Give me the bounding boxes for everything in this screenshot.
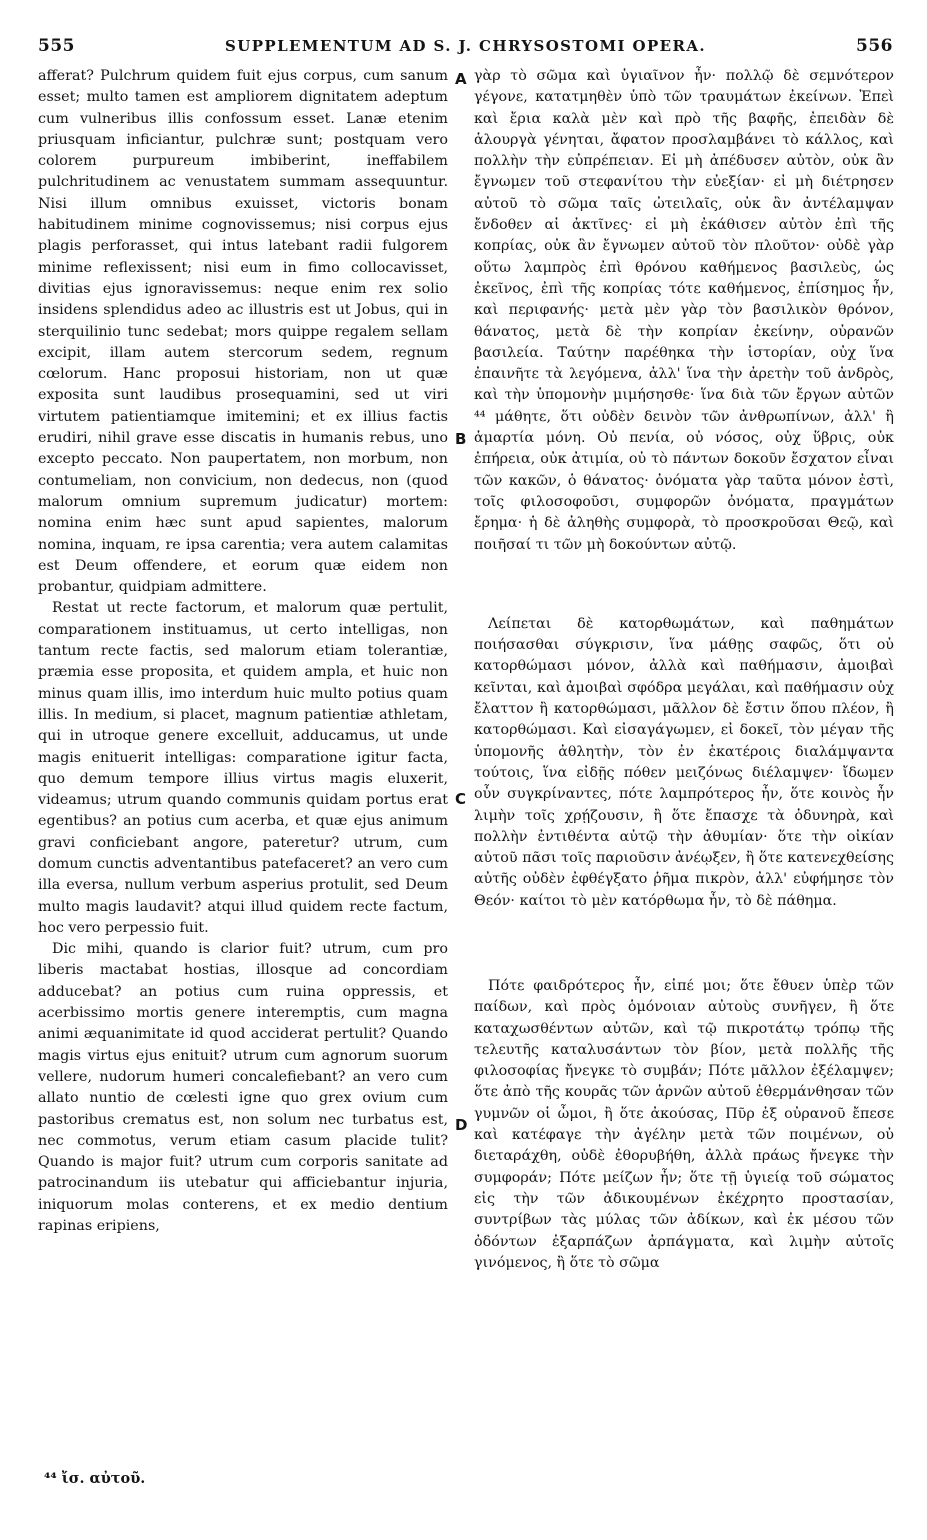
running-title: SUPPLEMENTUM AD S. J. CHRYSOSTOMI OPERA. (225, 37, 706, 55)
margin-letter-c: C (455, 790, 467, 808)
latin-paragraph-3: Dic mihi, quando is clarior fuit? utrum, cum pro liberis mactabat hostias, illosque ad concordiam adducebat? an potius cum ruina oppressis, et acerbissimo mortis genere interemptis, cum magna animi æquanimitate id quod acciderat pertulit? Quando magis virtus ejus enituit? utrum cum agnorum suorum vellere, nudorum humeri concalefiebant? an vero cum allato nuntio de cœlesti igne quo grex ovium cum pastoribus crematus est, non solum nec turbatus est, nec commotus, verum etiam casum placide tulit? Quando is major fuit? utrum cum corporis sanitate ad patrocinandum iis utebatur qui afficiebantur injuria, iniquorum molas conterens, et ex medio dentium rapinas eripiens, (38, 941, 448, 1235)
greek-paragraph-2: Λείπεται δὲ κατορθωμάτων, καὶ παθημάτων ποιήσασθαι σύγκρισιν, ἵνα μάθῃς σαφῶς, ὅτι οὐ κατορθώμασι μόνον, ἀλλὰ καὶ παθήμασιν, ἀμοιβαὶ κεῖνται, καὶ ἀμοιβαὶ σφόδρα μεγάλαι, καὶ παθήμασιν οὐχ ἔλαττον ἢ κατορθώμασι, μᾶλλον δὲ ἔστιν ὅπου πλέον, ἢ κατορθώμασι. Καὶ εἰσαγάγωμεν, εἰ δοκεῖ, τὸν μέγαν τῆς ὑπομονῆς ἀθλητὴν, τὸν ἐν ἑκατέροις διαλάμψαντα τούτοις, ἵνα εἰδῇς πόθεν μειζόνως διέλαμψεν· ἴδωμεν οὖν συγκρίναντες, πότε λαμπρότερος ἦν, ὅτε κοινὸς ἦν λιμὴν τοῖς χρῄζουσιν, ἢ ὅτε ἔπασχε τὰ ὀδυνηρὰ, καὶ πολλὴν ἐντιθέντα αὐτῷ τὴν ἀθυμίαν· ὅτε τὴν οἰκίαν αὐτοῦ πᾶσι τοῖς παριοῦσιν ἀνέῳξεν, ἢ ὅτε κατενεχθείσης αὐτῆς οὐδὲν ἐφθέγξατο ῥῆμα πικρὸν, ἀλλ' εὐφήμησε τὸν Θεόν· καίτοι τὸ μὲν κατόρθωμα ἦν, τὸ δὲ πάθημα. (474, 615, 894, 909)
margin-letter-d: D (455, 1116, 468, 1134)
paragraph-spacer (474, 556, 894, 614)
greek-paragraph-1: γὰρ τὸ σῶμα καὶ ὑγιαῖνον ἦν· πολλῷ δὲ σεμνότερον γέγονε, κατατμηθὲν ὑπὸ τῶν τραυμάτων ἐκείνων. Ἐπεὶ καὶ ἔρια καλὰ μὲν καὶ πρὸ τῆς βαφῆς, ἐπειδὰν δὲ ἁλουργὰ γένηται, ἄφατον προσλαμβάνει τὸ κάλλος, καὶ πολλὴν τὴν εὐπρέπειαν. Εἰ μὴ ἀπέδυσεν αὐτὸν, οὐκ ἂν ἔγνωμεν τοῦ στεφανίτου τὴν εὐεξίαν· εἰ μὴ διέτρησεν αὐτοῦ τὸ σῶμα ταῖς ὠτειλαῖς, οὐκ ἂν ἀντέλαμψαν ἔνδοθεν αἱ ἀκτῖνες· εἰ μὴ ἐκάθισεν αὐτὸν ἐπὶ τῆς κοπρίας, οὐκ ἂν ἔγνωμεν αὐτοῦ τὸν πλοῦτον· οὐδὲ γὰρ οὕτω λαμπρὸς ἐπὶ θρόνου καθήμενος βασιλεὺς, ὡς ἐκεῖνος, ἐπὶ τῆς κοπρίας τότε καθήμενος, ἐπίσημος ἦν, καὶ περιφανής· μετὰ μὲν γὰρ τὸν βασιλικὸν θρόνον, θάνατος, μετὰ δὲ τὴν κοπρίαν ἐκείνην, οὐρανῶν βασιλεία. Ταύτην παρέθηκα τὴν ἱστορίαν, οὐχ ἵνα ἐπαινῆτε τὰ λεγόμενα, ἀλλ' ἵνα τὴν ἀρετὴν τοῦ ἀνδρὸς, καὶ τὴν ὑπομονὴν μιμήσησθε· ἵνα διὰ τῶν ἔργων αὐτῶν ⁴⁴ μάθητε, ὅτι οὐδὲν δεινὸν τῶν ἀνθρωπίνων, ἀλλ' ἢ ἁμαρτία μόνη. Οὐ πενία, οὐ νόσος, οὐχ ὕβρις, οὐκ ἐπήρεια, οὐκ ἀτιμία, οὐ τὸ πάντων δοκοῦν ἔσχατον εἶναι τῶν κακῶν, ὁ θάνατος· ὀνόματα γὰρ ταῦτα μόνον ἐστὶ, τοῖς φιλοσοφοῦσι, συμφορῶν ὀνόματα, πραγμάτων ἔρημα· ἡ δὲ ἀληθὴς συμφορὰ, τὸ προσκροῦσαι Θεῷ, καὶ ποιῆσαί τι τῶν μὴ δοκούντων αὐτῷ. (474, 68, 894, 553)
greek-paragraph-3: Πότε φαιδρότερος ἦν, εἰπέ μοι; ὅτε ἔθυεν ὑπὲρ τῶν παίδων, καὶ πρὸς ὁμόνοιαν αὐτοὺς συνῆγεν, ἢ ὅτε καταχωσθέντων αὐτῶν, καὶ τῷ πικροτάτῳ τρόπῳ τῆς τελευτῆς καταλυσάντων τὸν βίον, μετὰ πολλῆς τῆς φιλοσοφίας ἤνεγκε τὸ συμβάν; Πότε μᾶλλον ἐξέλαμψεν; ὅτε ἀπὸ τῆς κουρᾶς τῶν ἀρνῶν αὐτοῦ ἐθερμάνθησαν τῶν γυμνῶν οἱ ὦμοι, ἢ ὅτε ἀκούσας, Πῦρ ἐξ οὐρανοῦ ἔπεσε καὶ κατέφαγε τὴν ἀγέλην μετὰ τῶν ποιμένων, οὐ διεταράχθη, οὐδὲ ἐθορυβήθη, ἀλλὰ πράως ἤνεγκε τὴν συμφοράν; Πότε μείζων ἦν; ὅτε τῇ ὑγιείᾳ τοῦ σώματος εἰς τὴν τῶν ἀδικουμένων ἐκέχρητο προστασίαν, συντρίβων τὰς μύλας τῶν ἀδίκων, καὶ ἐκ μέσου τῶν ὀδόντων ἐξαρπάζων ἁρπάγματα, καὶ λιμὴν αὐτοῖς γινόμενος, ἢ ὅτε τὸ σῶμα (474, 977, 894, 1271)
page-number-right: 556 (856, 36, 893, 56)
latin-column (38, 66, 448, 1237)
greek-column (474, 66, 894, 1274)
latin-paragraph-1: afferat? Pulchrum quidem fuit ejus corpus, cum sanum esset; multo tamen est ampliorem dignitatem adeptum cum vulneribus illis confossum esset. Lanæ etenim priusquam inficiantur, pulchræ sunt; postquam vero colorem purpureum imbiberint, ineffabilem pulchritudinem ac venustatem summam assequuntur. Nisi illum omnibus exuisset, victoris bonam habitudinem minime cognovissemus; nisi corpus ejus plagis perforasset, qui intus latebant radii fulgorem minime reflexissent; nisi eum in fimo collocavisset, divitias ejus ignoravissemus: neque enim rex solio insidens splendidus adeo ac illustris est ut Jobus, qui in sterquilinio tunc sedebat; mors quippe regalem sellam excipit, illam autem stercorum sedem, regnum cœlorum. Hanc proposui historiam, non ut quæ exposita sunt laudibus prosequamini, sed ut viri virtutem patientiamque imitemini; et ex illius factis erudiri, nihil grave esse discatis in humanis rebus, uno excepto peccato. Non paupertatem, non morbum, non contumeliam, non convicium, non dedecus, non (quod malorum omnium supremum judicatur) mortem: nomina enim hæc sunt apud sapientes, malorum nomina, inquam, re ipsa carentia; vera autem calamitas est Deum offendere, et eorum quæ eidem non probantur, quidpiam admittere. (38, 68, 448, 596)
margin-letter-b: B (455, 430, 467, 448)
running-header (38, 36, 893, 58)
page-number-left: 555 (38, 36, 75, 56)
margin-letter-a: A (455, 70, 467, 88)
latin-paragraph-2: Restat ut recte factorum, et malorum quæ pertulit, comparationem instituamus, ut certo intelligas, non tantum recte factis, sed malorum etiam tolerantiæ, præmia esse proposita, et quidem ampla, et huic non minus quam illis, imo interdum huic multo potius quam illis. In medium, si placet, magnum patientiæ athletam, qui in utroque genere excelluit, adducamus, ut unde magis enituerit intelligas: comparatione igitur facta, quo demum tempore illius virtus magis eluxerit, videamus; utrum quando communis quidam portus erat egentibus? an potius cum acerba, et quæ ejus animum gravi conficiebant angore, pateretur? utrum, cum domum cunctis adventantibus patefaceret? an vero cum illa eversa, nullum verbum asperius protulit, sed Deum multo magis laudavit? atqui illud quidem recte factum, hoc vero perpessio fuit. (38, 600, 448, 936)
footnote: ⁴⁴ ἴσ. αὐτοῦ. (44, 1470, 146, 1487)
paragraph-spacer (474, 912, 894, 976)
